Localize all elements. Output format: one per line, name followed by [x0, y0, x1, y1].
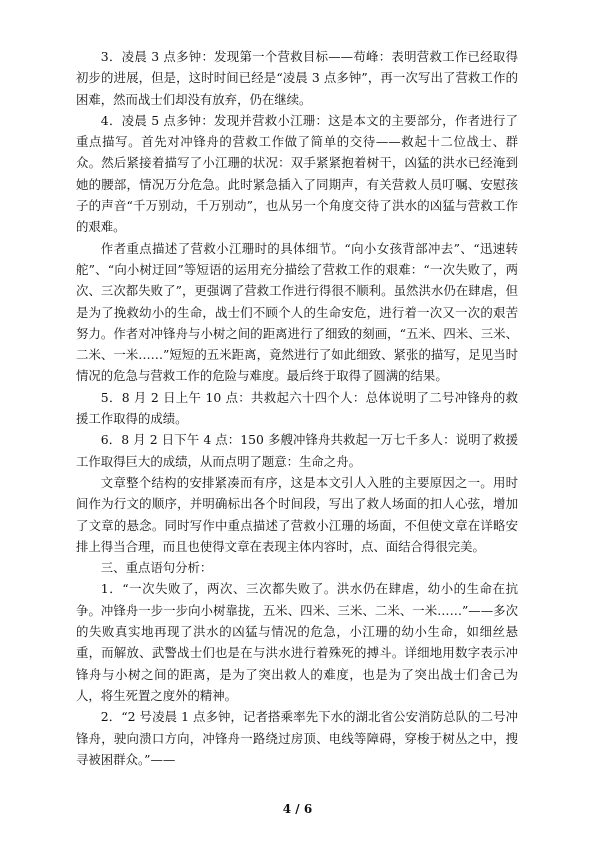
- document-body: [76, 46, 518, 770]
- paragraph-rescue-details: 作者重点描述了营救小江珊时的具体细节。“向小女孩背部冲去”、“迅速转舵”、“向小树迂回”等短语的运用充分描绘了营救工作的艰难：“一次失败了，两次、三次都失败了”，更强调了营救工作进行得很不顺利。虽然洪水仍在肆虐，但是为了挽救幼小的生命，战士们不顾个人的生命安危，进行着一次又一次的艰苦努力。作者对冲锋舟与小树之间的距离进行了细致的刻画，“五米、四米、三米、二米、一米……”短短的五米距离，竟然进行了如此细致、紧张的描写，足见当时情况的危急与营救工作的危险与难度。最后终于取得了圆满的结果。: [76, 240, 518, 384]
- page-number: 4 / 6: [282, 802, 313, 816]
- paragraph-sentence-analysis-2: 2．“2 号凌晨 1 点多钟，记者搭乘率先下水的湖北省公安消防总队的二号冲锋舟，驶向溃口方向，冲锋舟一路绕过房顶、电线等障碍，穿梭于树丛之中，搜寻被困群众。”——: [76, 709, 518, 767]
- paragraph-time-10am: 5．8 月 2 日上午 10 点：共救起六十四个人：总体说明了二号冲锋舟的救援工作取得的成绩。: [76, 389, 518, 427]
- paragraph-time-3am: 3．凌晨 3 点多钟：发现第一个营救目标——苟峰：表明营救工作已经取得初步的进展，但是，这时时间已经是“凌晨 3 点多钟”，再一次写出了营救工作的困难，然而战士们却没有放弃，仍在继续。: [76, 49, 518, 107]
- paragraph-time-4pm: 6．8 月 2 日下午 4 点：150 多艘冲锋舟共救起一万七千多人：说明了救援工作取得巨大的成绩，从而点明了题意：生命之舟。: [76, 432, 518, 469]
- paragraph-sentence-analysis-1: 1．“一次失败了，两次、三次都失败了。洪水仍在肆虐，幼小的生命在抗争。冲锋舟一步一步向小树靠拢，五米、四米、三米、二米、一米……”——多次的失败真实地再现了洪水的凶猛与情况的危急，小江珊的幼小生命，如细丝悬重，而解放、武警战士们也是在与洪水进行着殊死的搏斗。详细地用数字表示冲锋舟与小树之间的距离，是为了突出救人的难度，也是为了突出战士们舍己为人，将生死置之度外的精神。: [76, 581, 518, 703]
- paragraph-time-5am: 4．凌晨 5 点多钟：发现并营救小江珊：这是本文的主要部分，作者进行了重点描写。首先对冲锋舟的营救工作做了简单的交待——救起十二位战士、群众。然后紧接着描写了小江珊的状况：双手紧紧抱着树干，凶猛的洪水已经淹到她的腰部，情况万分危急。此时紧急插入了同期声，有关营救人员叮嘱、安慰孩子的声音“千万别动，千万别动”，也从另一个角度交待了洪水的凶猛与营救工作的艰难。: [76, 112, 518, 235]
- section-heading-key-sentences: 三、重点语句分析：: [100, 560, 213, 576]
- paragraph-structure-summary: 文章整个结构的安排紧凑而有序，这是本文引人入胜的主要原因之一。用时间作为行文的顺序，并明确标出各个时间段，写出了救人场面的扣人心弦，增加了文章的悬念。同时写作中重点描述了营救小江珊的场面，不但使文章在详略安排上得当合理，而且也使得文章在表现主体内容时，点、面结合得很完美。: [76, 474, 518, 554]
